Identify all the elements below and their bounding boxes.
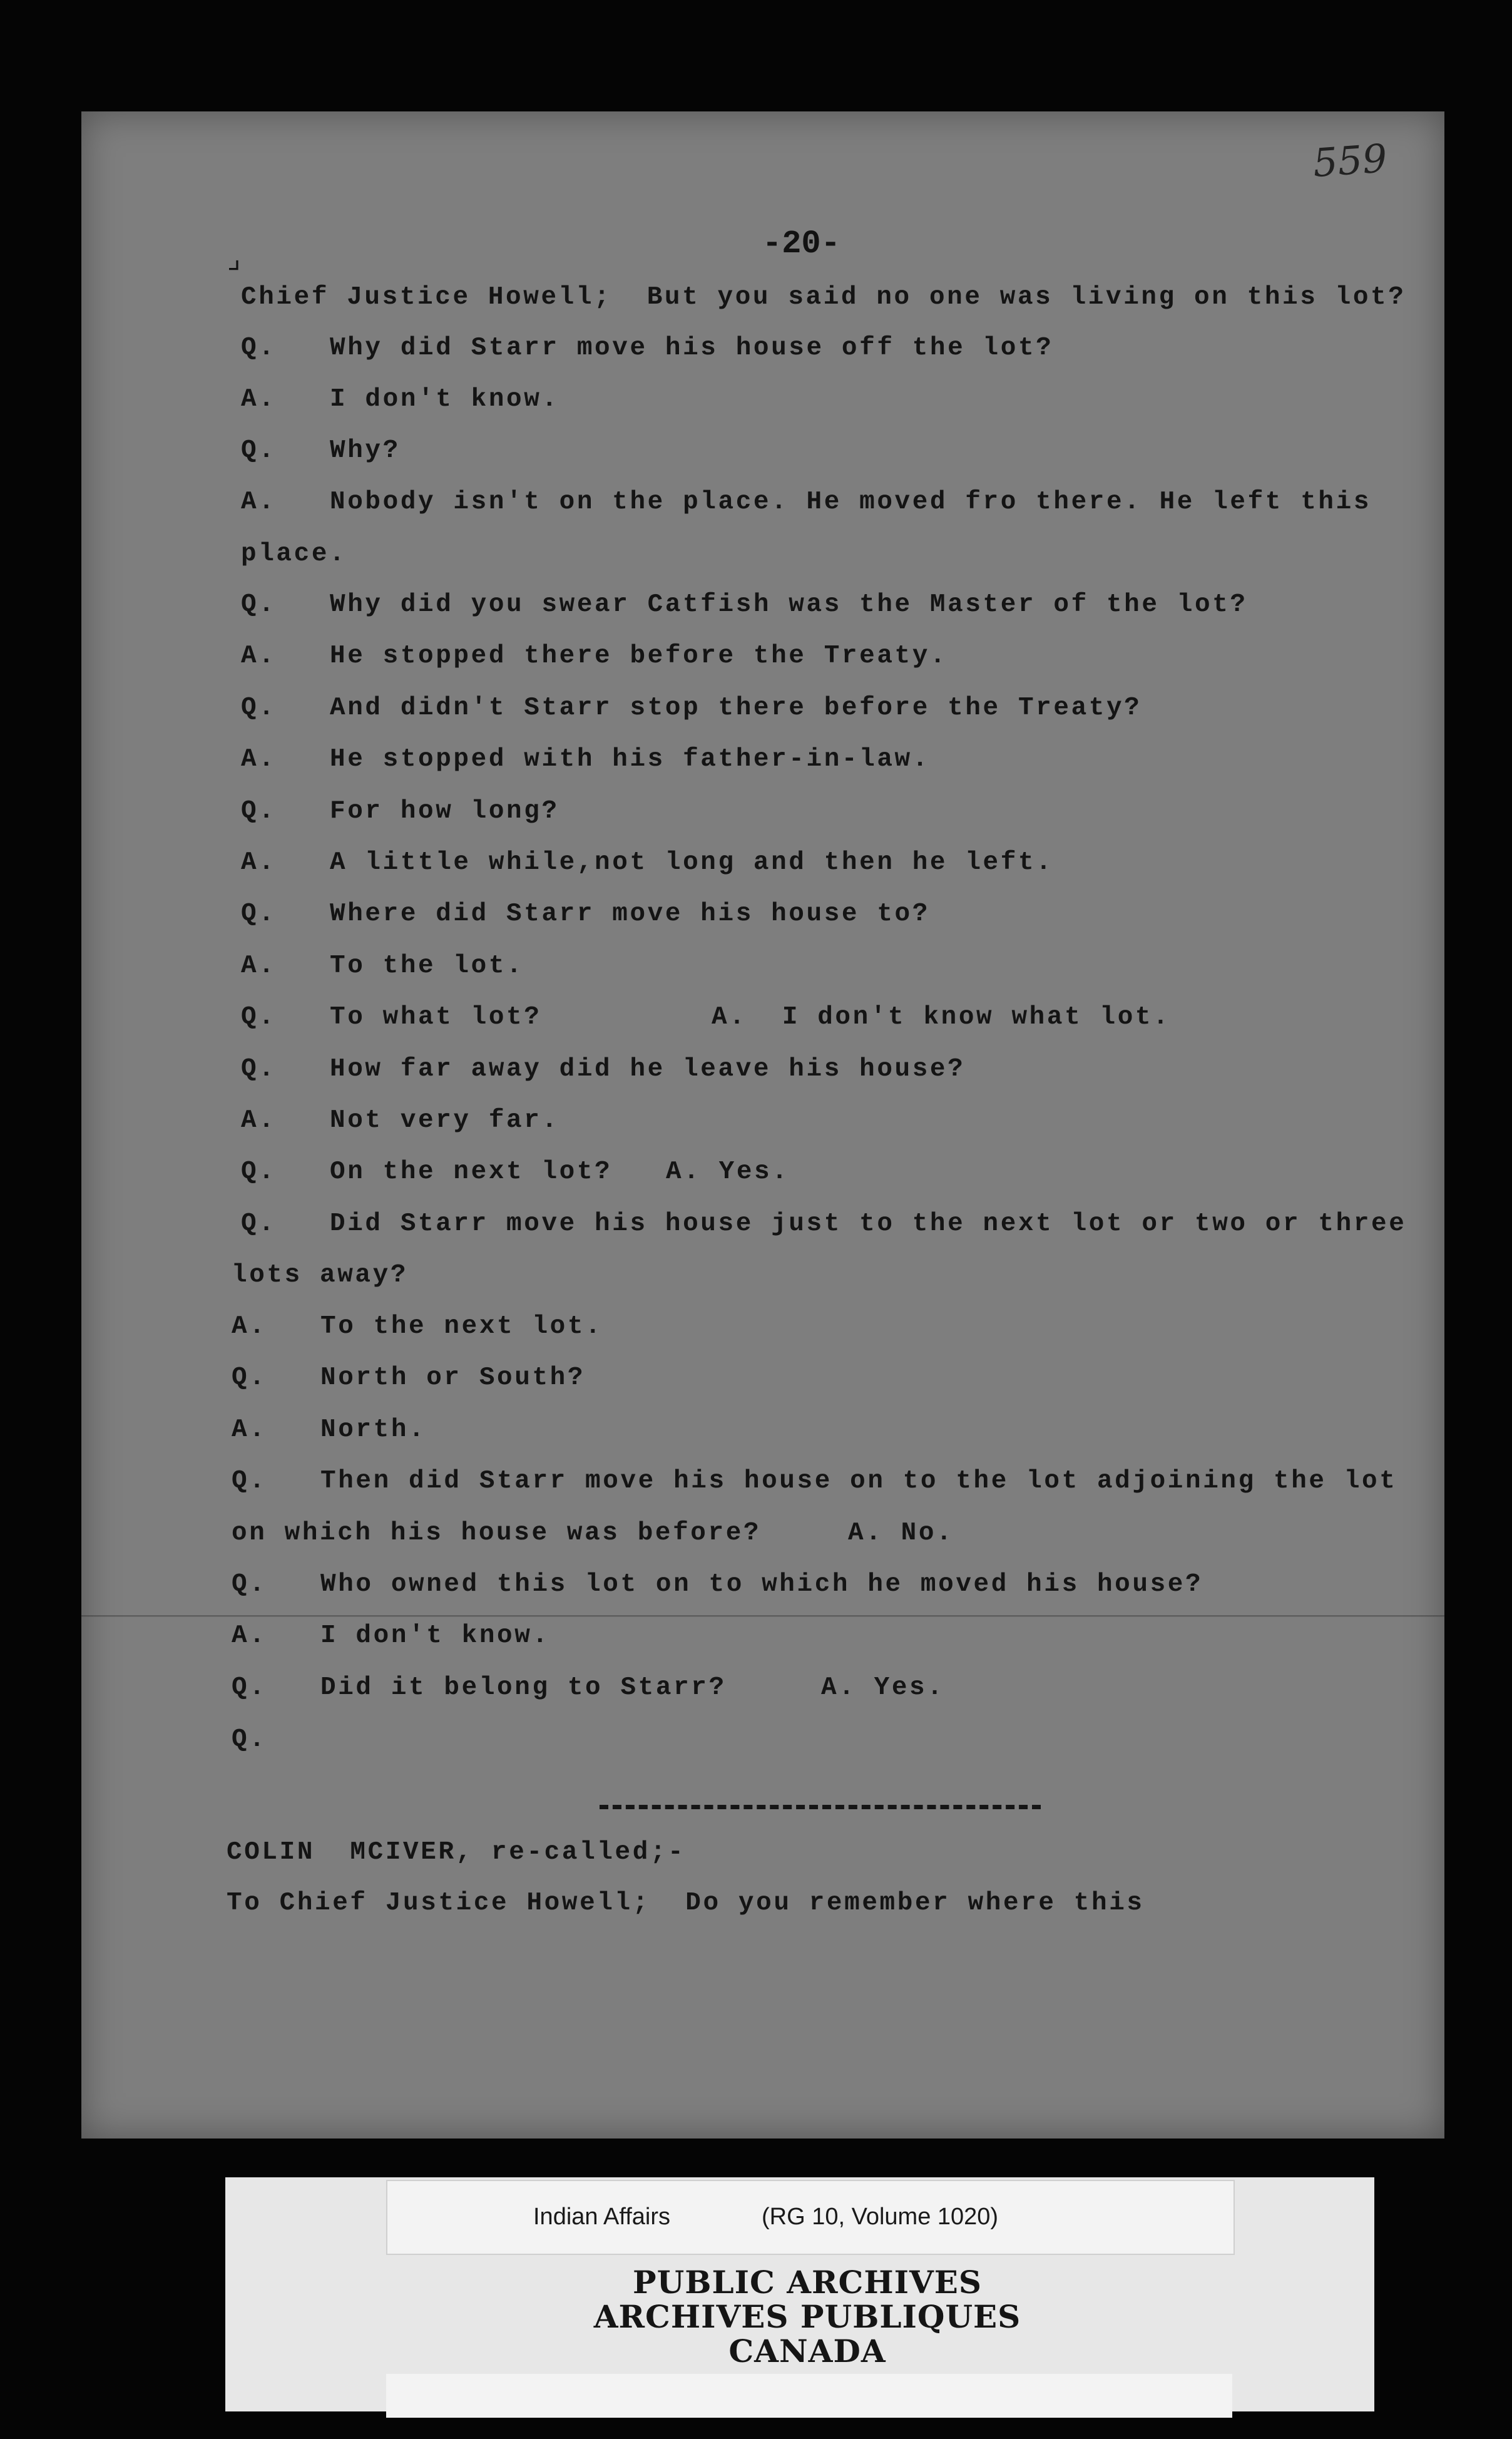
- transcript-line: A. He stopped there before the Treaty.: [241, 642, 948, 670]
- transcript-line: place.: [241, 540, 347, 568]
- page-number: -20-: [762, 225, 840, 262]
- transcript-line: Q. North or South?: [232, 1363, 586, 1392]
- transcript-line: Q. For how long?: [241, 797, 559, 826]
- transcript-line: Q. On the next lot? A. Yes.: [241, 1158, 790, 1186]
- transcript-line: COLIN MCIVER, re-called;-: [227, 1838, 686, 1867]
- transcript-line: Chief Justice Howell; But you said no one was living on this lot?: [241, 283, 1406, 312]
- transcript-line: Q. Did Starr move his house just to the next lot or two or three: [241, 1209, 1407, 1238]
- margin-tick-mark: ⌟: [227, 241, 241, 275]
- transcript-line: Q. Why did Starr move his house off the lot?: [241, 334, 1054, 362]
- transcript-line: A. To the next lot.: [232, 1312, 603, 1341]
- transcript-line: A. A little while,not long and then he left.: [241, 848, 1054, 877]
- transcript-line: Q. How far away did he leave his house?: [241, 1055, 966, 1084]
- transcript-line: A. To the lot.: [241, 952, 524, 980]
- archive-reference-label: (RG 10, Volume 1020): [762, 2204, 999, 2230]
- section-separator: [600, 1805, 1041, 1809]
- archives-line-country: CANADA: [728, 2333, 886, 2370]
- archive-tag-bottom-strip: [386, 2374, 1232, 2418]
- transcript-line: A. I don't know.: [241, 385, 559, 414]
- archives-line-french: ARCHIVES PUBLIQUES: [593, 2298, 1021, 2335]
- transcript-line: lots away?: [232, 1261, 409, 1290]
- transcript-line: on which his house was before? A. No.: [232, 1519, 954, 1548]
- transcript-line: Q. And didn't Starr stop there before the Treaty?: [241, 694, 1142, 722]
- transcript-line: A. I don't know.: [232, 1621, 550, 1650]
- transcript-line: Q. Did it belong to Starr? A. Yes.: [232, 1673, 945, 1702]
- transcript-line: Q. Who owned this lot on to which he moved his house?: [232, 1570, 1203, 1599]
- transcript-line: A. Nobody isn't on the place. He moved fro there. He left this: [241, 488, 1372, 516]
- transcript-line: Q. To what lot? A. I don't know what lot.: [241, 1003, 1171, 1032]
- archives-line-english: PUBLIC ARCHIVES: [633, 2264, 982, 2301]
- transcript-line: To Chief Justice Howell; Do you remember where this: [227, 1889, 1145, 1918]
- transcript-line: A. He stopped with his father-in-law.: [241, 745, 930, 774]
- scan-line: [81, 1616, 1444, 1617]
- folio-number: 559: [1311, 135, 1389, 187]
- archives-stamp: [488, 2265, 1126, 2368]
- transcript-line: Q. Where did Starr move his house to?: [241, 900, 930, 928]
- transcript-line: A. North.: [232, 1415, 427, 1444]
- transcript-line: Q. Then did Starr move his house on to the lot adjoining the lot: [232, 1467, 1397, 1496]
- transcript-line: Q. Why?: [241, 436, 401, 465]
- transcript-line: Q.: [232, 1725, 267, 1754]
- transcript-line: Q. Why did you swear Catfish was the Master of the lot?: [241, 590, 1248, 619]
- transcript-line: A. Not very far.: [241, 1106, 559, 1135]
- archive-series-label: Indian Affairs: [533, 2204, 671, 2230]
